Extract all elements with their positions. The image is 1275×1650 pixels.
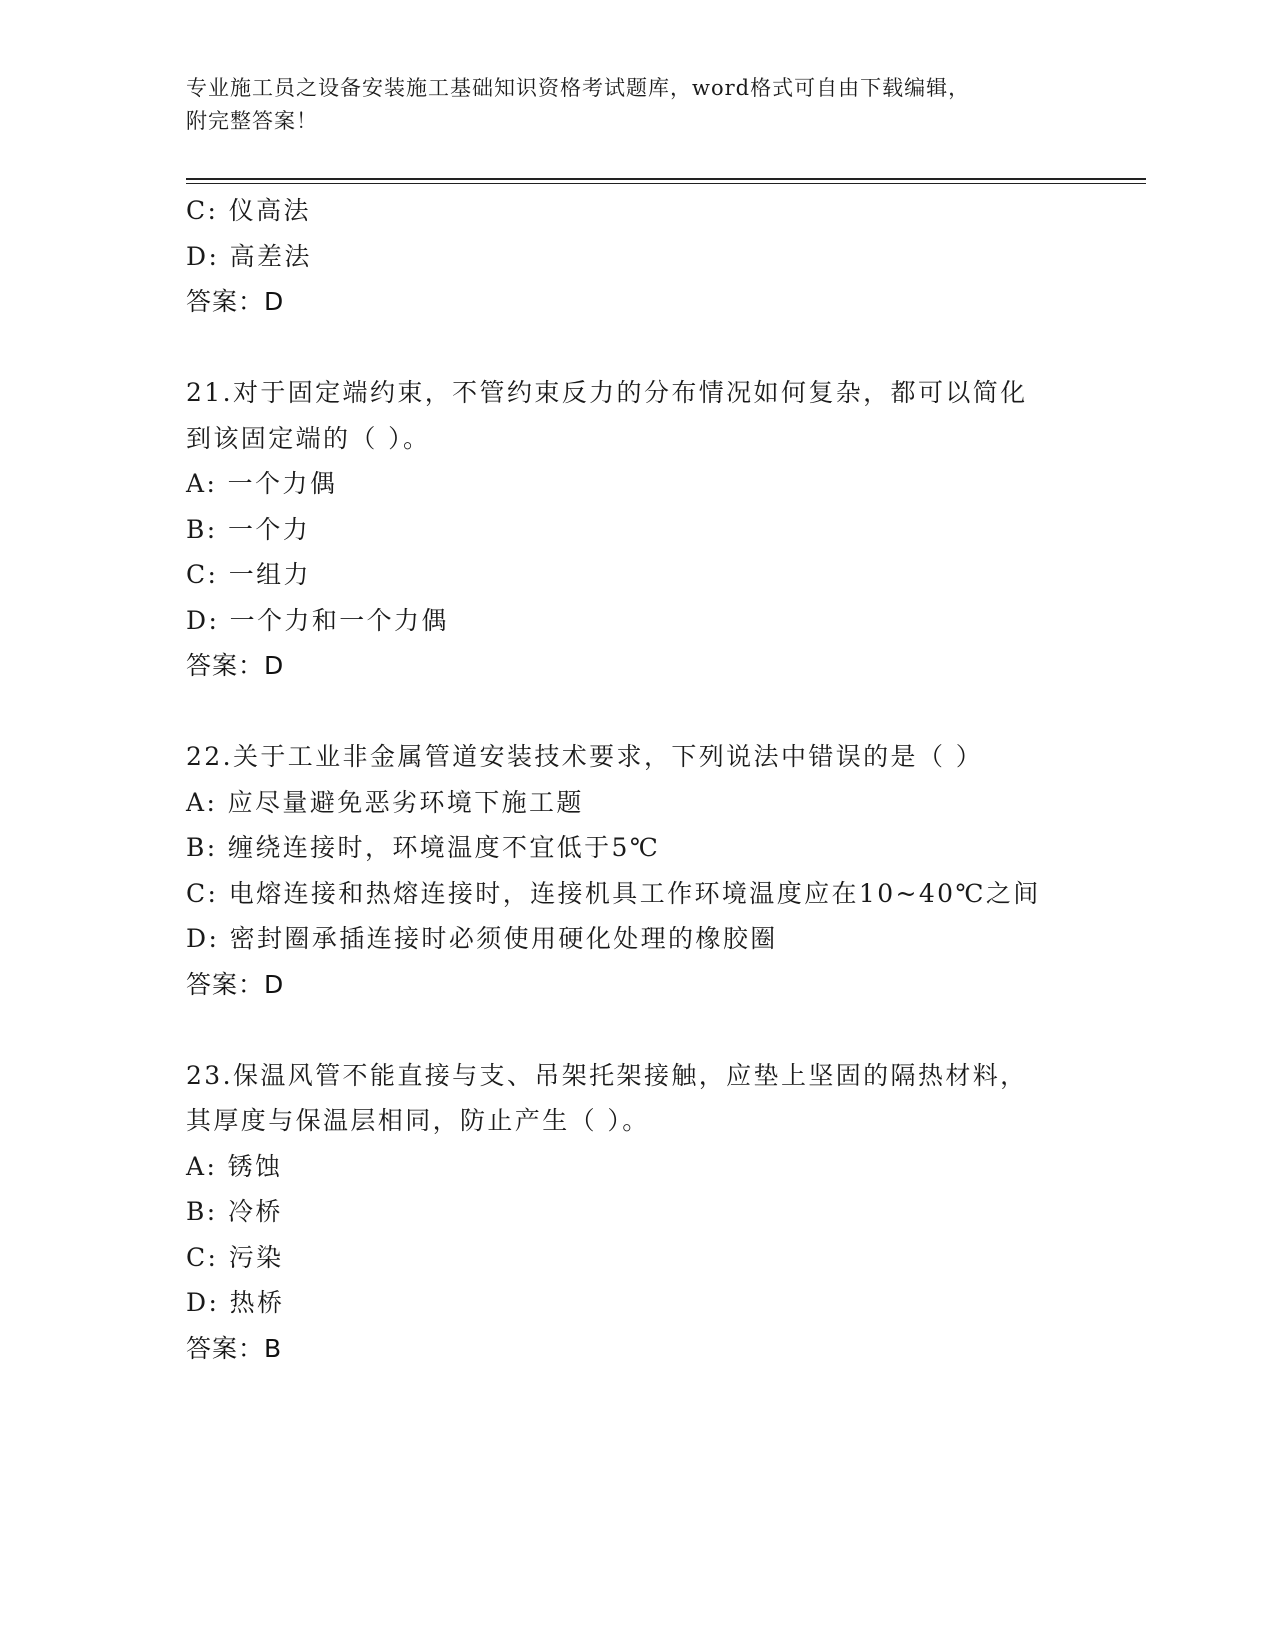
spacer	[186, 689, 1086, 735]
question-stem-line: 到该固定端的（ ）。	[186, 423, 431, 453]
option-b: B: 一个力	[186, 514, 311, 544]
option-c: C: 电熔连接和热熔连接时，连接机具工作环境温度应在10~40℃之间	[186, 878, 1041, 908]
question-list	[186, 188, 1086, 1371]
question-stem-line: 21.对于固定端约束，不管约束反力的分布情况如何复杂，都可以简化	[186, 378, 1028, 407]
option-d: D: 热桥	[186, 1288, 285, 1317]
answer-line: 答案：B	[186, 1333, 283, 1363]
option-a: A: 一个力偶	[186, 469, 338, 498]
header-divider-thin	[186, 183, 1146, 184]
spacer	[186, 1007, 1086, 1053]
option-d: D: 高差法	[186, 241, 312, 271]
option-c: C: 污染	[186, 1242, 284, 1272]
header-line-2: 附完整答案！	[186, 109, 318, 133]
answer-line: 答案：D	[186, 651, 285, 680]
header-divider-thick	[186, 178, 1146, 180]
option-d: D: 一个力和一个力偶	[186, 605, 449, 635]
option-a: A: 锈蚀	[186, 1151, 283, 1181]
option-b: B: 冷桥	[186, 1197, 283, 1226]
header-line-1: 专业施工员之设备安装施工基础知识资格考试题库，word格式可自由下载编辑，	[186, 76, 971, 100]
option-d: D: 密封圈承插连接时必须使用硬化处理的橡胶圈	[186, 924, 778, 953]
question-continuation	[186, 188, 1086, 325]
answer-line: 答案：D	[186, 287, 285, 316]
document-header	[186, 72, 1066, 138]
option-c: C: 仪高法	[186, 196, 311, 225]
option-c: C: 一组力	[186, 560, 311, 589]
question-21	[186, 370, 1086, 689]
question-stem-line: 22.关于工业非金属管道安装技术要求，下列说法中错误的是（ ）	[186, 742, 984, 771]
question-23	[186, 1053, 1086, 1372]
question-stem-line: 23.保温风管不能直接与支、吊架托架接触，应垫上坚固的隔热材料，	[186, 1060, 1028, 1090]
option-a: A: 应尽量避免恶劣环境下施工题	[186, 787, 584, 817]
question-22	[186, 734, 1086, 1007]
spacer	[186, 325, 1086, 371]
option-b: B: 缠绕连接时，环境温度不宜低于5℃	[186, 833, 661, 862]
question-stem-line: 其厚度与保温层相同，防止产生（ ）。	[186, 1106, 650, 1135]
answer-line: 答案：D	[186, 969, 285, 999]
